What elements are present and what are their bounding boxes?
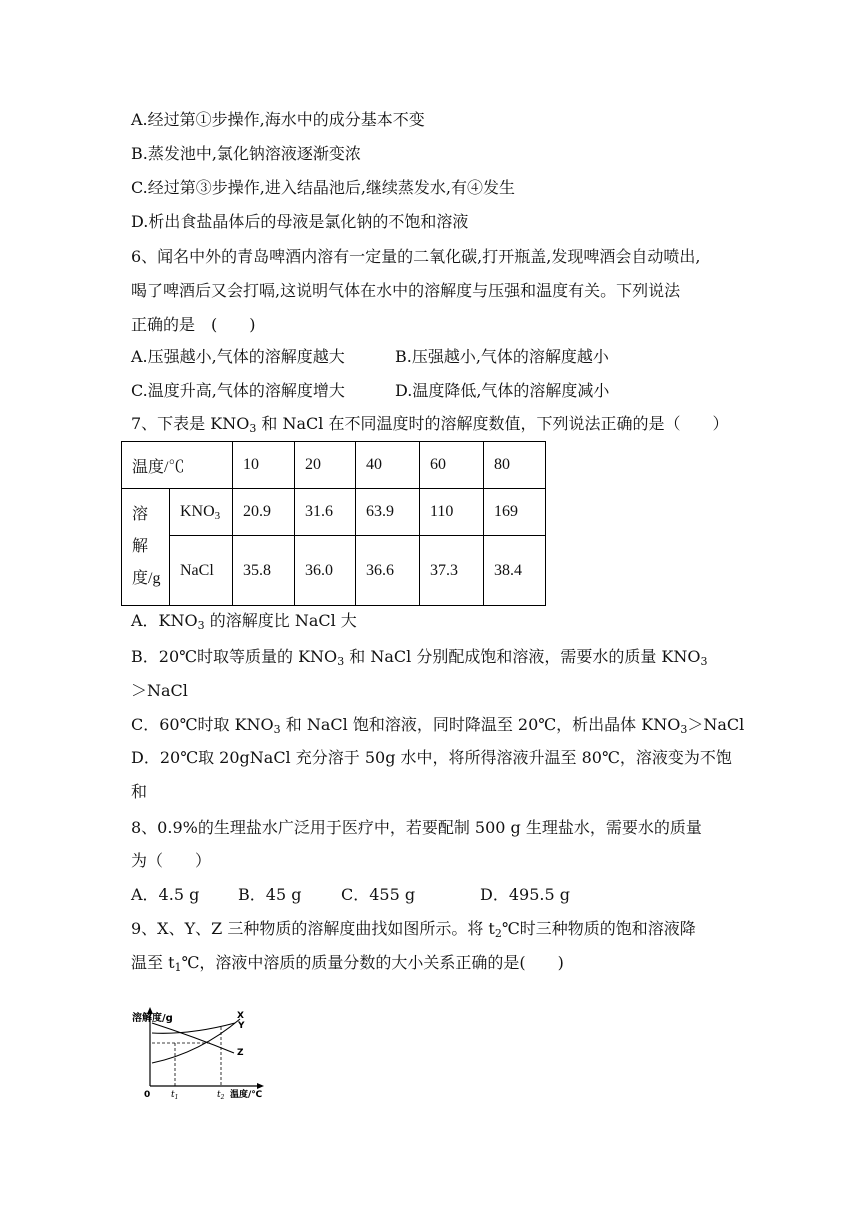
table-row-label: 溶 解 度/g [122, 489, 170, 606]
q5-option-c: C.经过第③步操作,进入结晶池后,继续蒸发水,有④发生 [131, 178, 516, 197]
y-axis-label: 溶解度/g [132, 1013, 173, 1024]
table-cell: 38.4 [484, 536, 546, 606]
nacl-label: NaCl [170, 536, 233, 606]
table-temp-cell: 60 [420, 442, 484, 489]
solubility-table [121, 441, 546, 606]
table-cell: 35.8 [233, 536, 295, 606]
table-cell: 20.9 [233, 489, 295, 536]
table-cell: 110 [420, 489, 484, 536]
q7-stem: 7、下表是 $KNO_3$ 和 NaCl 在不同温度时的溶解度数值，下列说法正确的是（ ） [131, 414, 729, 435]
q7-option-b: B．20℃时取等质量的 $KNO_3$ 和 NaCl 分别配成饱和溶液，需要水的质量 $KNO_3$ [131, 647, 708, 668]
x-axis-label: 温度/℃ [230, 1090, 263, 1100]
q8-option-a: A．4.5 g [131, 885, 200, 904]
q5-option-b: B.蒸发池中,氯化钠溶液逐渐变浓 [131, 144, 361, 163]
table-temp-cell: 40 [356, 442, 420, 489]
q8-option-d: D．495.5 g [480, 885, 570, 904]
q6-stem-line3: 正确的是 ( ) [131, 315, 256, 334]
q5-option-a: A.经过第①步操作,海水中的成分基本不变 [131, 110, 425, 129]
q6-stem-line2: 喝了啤酒后又会打嗝,这说明气体在水中的溶解度与压强和温度有关。下列说法 [131, 281, 681, 300]
q7-option-d-cont: 和 [131, 782, 148, 801]
q6-option-d: D.温度降低,气体的溶解度减小 [395, 381, 610, 400]
table-cell: 36.6 [356, 536, 420, 606]
q8-stem-line1: 8、0.9%的生理盐水广泛用于医疗中，若要配制 500 g 生理盐水，需要水的质量 [131, 818, 702, 837]
table-temp-cell: 20 [295, 442, 356, 489]
q9-stem-line2: 温至 $t_1℃$，溶液中溶质的质量分数的大小关系正确的是( ) [131, 953, 564, 974]
q6-option-b: B.压强越小,气体的溶解度越小 [395, 347, 609, 366]
q5-option-d: D.析出食盐晶体后的母液是氯化钠的不饱和溶液 [131, 212, 469, 231]
table-cell: 36.0 [295, 536, 356, 606]
table-row-kno3 [122, 489, 546, 536]
q8-stem-line2: 为（ ） [131, 851, 212, 870]
curve-z-label: Z [237, 1048, 244, 1058]
q8-option-c: C．455 g [341, 885, 416, 904]
table-cell: 31.6 [295, 489, 356, 536]
q7-option-a: A．$KNO_3$ 的溶解度比 NaCl 大 [131, 611, 357, 632]
table-header-label: 温度/℃ [122, 442, 233, 489]
q8-option-b: B．45 g [238, 885, 302, 904]
q7-option-d: D．20℃取 20gNaCl 充分溶于 50g 水中，将所得溶液升温至 80℃，溶液变为不饱 [131, 748, 732, 767]
origin-label: 0 [144, 1090, 151, 1100]
t1-label: $t_1$ [171, 1090, 179, 1101]
table-temp-cell: 10 [233, 442, 295, 489]
q9-stem-line1: 9、X、Y、Z 三种物质的溶解度曲找如图所示。将 $t_2℃$时三种物质的饱和溶液降 [131, 919, 696, 940]
curve-x-label: X [237, 1011, 244, 1021]
kno3-label: $KNO_3$ [170, 489, 233, 536]
q6-option-a: A.压强越小,气体的溶解度越大 [131, 347, 345, 366]
t2-label: $t_2$ [217, 1090, 225, 1101]
q6-option-c: C.温度升高,气体的溶解度增大 [131, 381, 345, 400]
q6-stem-line1: 6、闻名中外的青岛啤酒内溶有一定量的二氧化碳,打开瓶盖,发现啤酒会自动喷出, [131, 247, 701, 266]
q7-option-c: C．60℃时取 $KNO_3$ 和 NaCl 饱和溶液，同时降温至 20℃，析出晶体 $KNO_3>NaCl$ [131, 715, 745, 736]
curve-z [152, 1023, 234, 1053]
table-row-nacl [122, 536, 546, 606]
curve-y [152, 1023, 235, 1033]
curve-y-label: Y [238, 1021, 245, 1031]
q6-options-row2 [131, 379, 610, 403]
table-cell: 37.3 [420, 536, 484, 606]
table-cell: 63.9 [356, 489, 420, 536]
table-header-row [122, 442, 546, 489]
table-temp-cell: 80 [484, 442, 546, 489]
x-axis-arrow [257, 1083, 264, 1089]
solubility-curve-graph [130, 1005, 280, 1105]
q7-option-b-cont: ＞NaCl [131, 681, 188, 700]
q6-options-row1 [131, 345, 609, 369]
table-cell: 169 [484, 489, 546, 536]
